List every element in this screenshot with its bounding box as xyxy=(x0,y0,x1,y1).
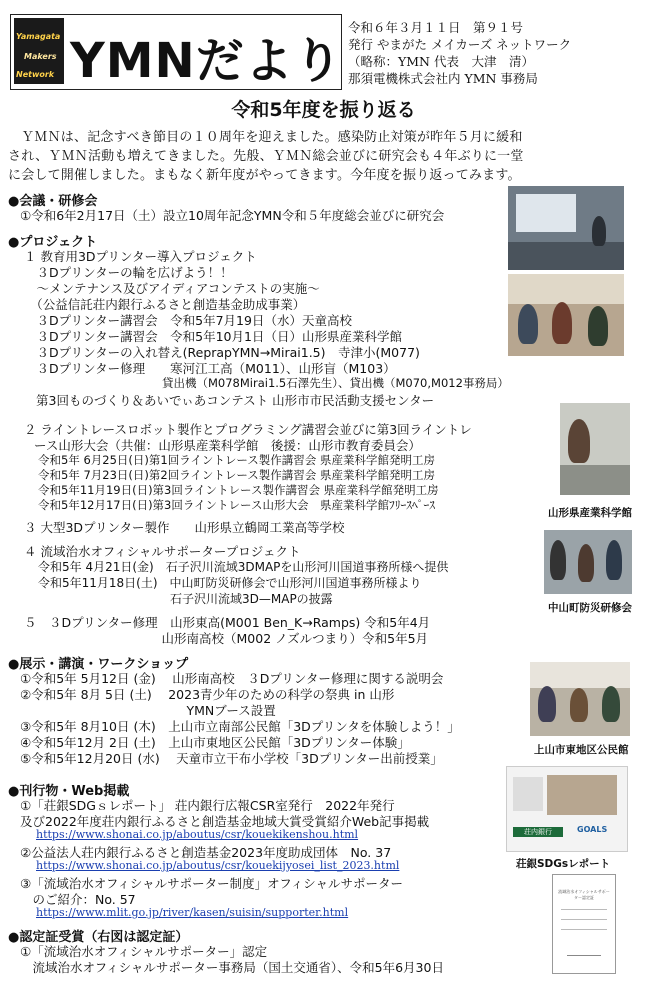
project2-line: ース山形大会（共催：山形県産業科学館 後援：山形市教育委員会） xyxy=(34,438,421,453)
logo-line: Network xyxy=(16,70,55,79)
project4-line: 石子沢川流域3D—MAPの披露 xyxy=(38,592,333,606)
intro-line: ＹＭＮは、記念すべき節目の１０周年を迎えました。感染防止対策が昨年５月に緩和 xyxy=(8,130,523,145)
caption-sangyo: 山形県産業科学館 xyxy=(548,507,632,519)
publication-line: のご紹介：No. 57 xyxy=(20,892,136,907)
newsletter-title: YMNだより xyxy=(70,33,343,89)
project1-line: ～メンテナンス及びアイディアコンテストの実施～ xyxy=(24,281,320,296)
project2-line: 令和5年12月17日(日)第3回ライントレース山形大会 県産業科学館ﾌﾘｰｽﾍﾟｰｽ xyxy=(38,498,435,512)
publisher: 発行 やまがた メイカーズ ネットワーク xyxy=(348,37,572,52)
nakayama-photo xyxy=(544,530,632,594)
publication-line: ③「流域治水オフィシャルサポーター制度」オフィシャルサポーター xyxy=(20,876,403,891)
project4-line: 令和5年11月18日(土) 中山町防災研修会で山形河川国道事務所様より xyxy=(38,576,422,590)
report-brand: 荘内銀行 xyxy=(513,827,563,837)
report-goals: GOALS xyxy=(577,825,608,834)
kaminoyama-photo xyxy=(530,662,630,736)
representative: （略称：YMN 代表 大津 清） xyxy=(348,54,534,69)
certificate-text: 流域治水オフィシャルサポーター認定証 xyxy=(558,889,610,900)
shonai-jyosei-link[interactable]: https://www.shonai.co.jp/aboutus/csr/kouekijyosei_list_2023.html xyxy=(36,859,400,872)
office: 那須電機株式会社内 YMN 事務局 xyxy=(348,71,538,86)
project-heading: ●プロジェクト xyxy=(8,235,98,250)
shonai-kenshou-link[interactable]: https://www.shonai.co.jp/aboutus/csr/kouekikenshou.html xyxy=(36,828,359,841)
project2-line: 令和5年 7月23日(日)第2回ライントレース製作講習会 県産業科学館発明工房 xyxy=(38,468,435,482)
exhibit-item: ④令和5年12月 2日 (土) 上山市東地区公民館「3Dプリンター体験」 xyxy=(20,735,410,750)
certification-heading: ●認定証受賞（右図は認定証） xyxy=(8,930,189,945)
exhibit-item: YMNブース設置 xyxy=(20,703,276,718)
publication-line: 及び2022年度荘内銀行ふるさと創造基金地域大賞受賞紹介Web記事掲載 xyxy=(20,814,430,829)
logo-line: Makers xyxy=(24,52,57,61)
meeting-heading: ●会議・研修会 xyxy=(8,194,98,209)
project2-line: 令和5年 6月25日(日)第1回ライントレース製作講習会 県産業科学館発明工房 xyxy=(38,453,435,467)
project1-line: ３Dプリンターの輪を広げよう！！ xyxy=(24,265,233,280)
exhibit-item: ⑤令和5年12月20日 (水) 天童市立干布小学校「3Dプリンター出前授業」 xyxy=(20,751,443,766)
caption-report: 荘銀SDGsレポート xyxy=(516,858,611,870)
exhibit-item: ③令和5年 8月10日 (木) 上山市立南部公民館「3Dプリンタを体験しよう！」 xyxy=(20,719,460,734)
exhibit-item: ②令和5年 8月 5日 (土) 2023青少年のための科学の祭典 in 山形 xyxy=(20,687,395,702)
issue-date: 令和６年３月１１日 第９１号 xyxy=(348,20,524,35)
project4-line: ４ 流域治水オフィシャルサポータープロジェクト xyxy=(24,544,301,559)
meeting-item: ①令和6年2月17日（土）設立10周年記念YMN令和５年度総会並びに研究会 xyxy=(20,208,445,223)
logo-line: Yamagata xyxy=(16,32,61,41)
project1-line: （公益信託荘内銀行ふるさと創造基金助成事業） xyxy=(24,297,306,312)
publication-line: ②公益法人荘内銀行ふるさと創造基金2023年度助成団体 No. 37 xyxy=(20,845,392,860)
project1-line: 第3回ものづくり＆あいでぃあコンテスト 山形市市民活動支援センター xyxy=(36,393,435,408)
certification-line: ①「流域治水オフィシャルサポーター」認定 xyxy=(20,944,268,959)
intro-line: に会して開催しました。まもなく新年度がやってきます。今年度を振り返ってみます。 xyxy=(8,168,521,183)
publications-heading: ●刊行物・Web掲載 xyxy=(8,784,130,799)
meeting-photo xyxy=(508,186,624,270)
intro-line: され、ＹＭＮ活動も増えてきました。先般、ＹＭＮ総会並びに研究会も４年ぶりに一堂 xyxy=(8,149,524,164)
page-subtitle: 令和5年度を振り返る xyxy=(231,99,416,121)
project1-line: 貸出機（M078Mirai1.5石澤先生）、貸出機（M070,M012事務局） xyxy=(24,376,509,390)
caption-kaminoyama: 上山市東地区公民館 xyxy=(534,744,629,756)
certification-line: 流域治水オフィシャルサポーター事務局（国土交通省）、令和5年6月30日 xyxy=(20,960,444,975)
exhibit-item: ①令和5年 5月12日 (金) 山形南高校 ３Dプリンター修理に関する説明会 xyxy=(20,671,444,686)
project1-line: ３Dプリンター講習会 令和5年10月1日（日）山形県産業科学館 xyxy=(24,329,402,344)
project1-line: ３Dプリンター講習会 令和5年7月19日（水）天童高校 xyxy=(24,313,352,328)
publication-line: ①「荘銀SDGｓレポート」 荘内銀行広報CSR室発行 2022年発行 xyxy=(20,798,395,813)
sangyo-photo xyxy=(560,403,630,495)
project1-line: １ 教育用3Dプリンター導入プロジェクト xyxy=(24,249,257,264)
workshop-photo xyxy=(508,274,624,356)
project3-line: ３ 大型3Dプリンター製作 山形県立鶴岡工業高等学校 xyxy=(24,520,345,535)
project5-line: ５ ３Dプリンター修理 山形東高(M001 Ben_K→Ramps) 令和5年4月 xyxy=(24,615,431,630)
caption-nakayama: 中山町防災研修会 xyxy=(548,602,632,614)
sdgs-report-cover xyxy=(506,766,628,852)
project1-line: ３Dプリンターの入れ替え(ReprapYMN→Mirai1.5) 寺津小(M077) xyxy=(24,345,420,360)
project4-line: 令和5年 4月21日(金) 石子沢川流域3DMAPを山形河川国道事務所様へ提供 xyxy=(38,560,449,574)
ymn-logo xyxy=(14,18,64,84)
mlit-supporter-link[interactable]: https://www.mlit.go.jp/river/kasen/suisin/supporter.html xyxy=(36,906,349,919)
project2-line: 令和5年11月19日(日)第3回ライントレース製作講習会 県産業科学館発明工房 xyxy=(38,483,439,497)
exhibit-heading: ●展示・講演・ワークショップ xyxy=(8,657,189,672)
project2-line: ２ ライントレースロボット製作とプログラミング講習会並びに第3回ライントレ xyxy=(24,422,472,437)
certificate-image xyxy=(552,874,616,974)
project1-line: ３Dプリンター修理 寒河江工高（M011）、山形盲（M103） xyxy=(24,361,396,376)
project5-line: 山形南高校（M002 ノズルつまり）令和5年5月 xyxy=(24,631,429,646)
